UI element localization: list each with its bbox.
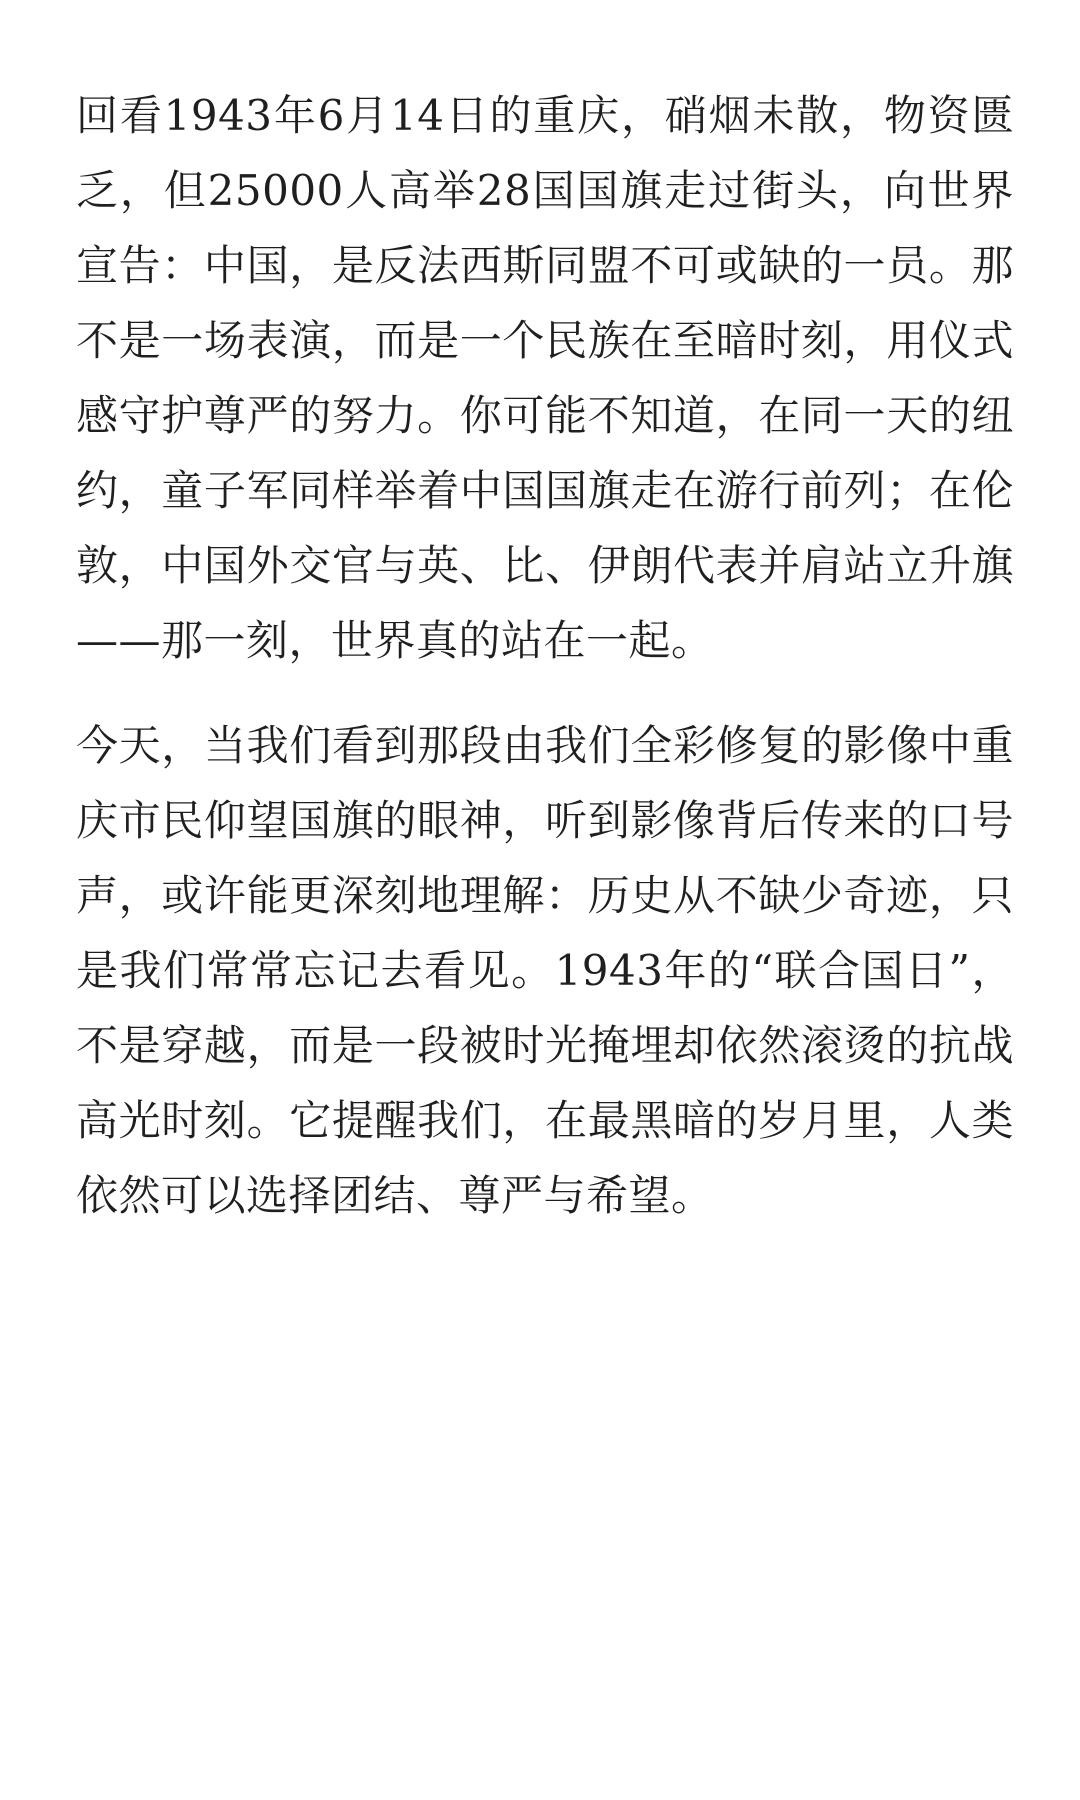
article-body [76,78,1014,1233]
article-paragraph-1: 回看1943年6月14日的重庆，硝烟未散，物资匮乏，但25000人高举28国国旗走过街头，向世界宣告：中国，是反法西斯同盟不可或缺的一员。那不是一场表演，而是一个民族在至暗时刻，用仪式感守护尊严的努力。你可能不知道，在同一天的纽约，童子军同样举着中国国旗走在游行前列；在伦敦，中国外交官与英、比、伊朗代表并肩站立升旗——那一刻，世界真的站在一起。 [76,91,1014,665]
article-paragraph-2: 今天，当我们看到那段由我们全彩修复的影像中重庆市民仰望国旗的眼神，听到影像背后传来的口号声，或许能更深刻地理解：历史从不缺少奇迹，只是我们常常忘记去看见。1943年的“联合国日”，不是穿越，而是一段被时光掩埋却依然滚烫的抗战高光时刻。它提醒我们，在最黑暗的岁月里，人类依然可以选择团结、尊严与希望。 [76,721,1014,1220]
